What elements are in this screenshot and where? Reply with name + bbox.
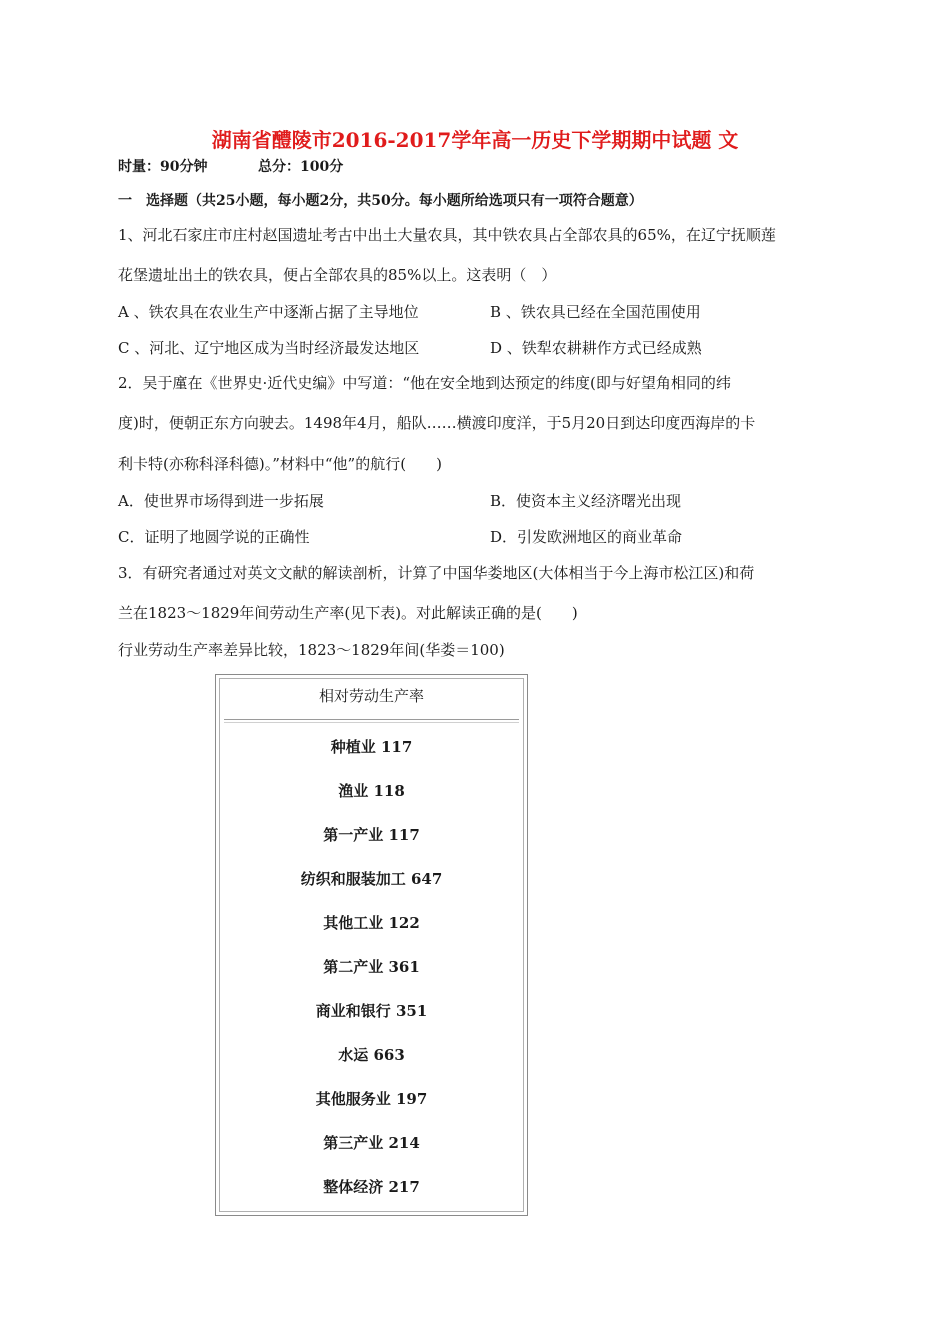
section-heading: 一 选择题（共25小题，每小题2分，共50分。每小题所给选项只有一项符合题意） (118, 193, 643, 209)
table-row: 种植业 117 (330, 738, 413, 756)
question-2-line-2: 度)时，便朝正东方向驶去。1498年4月，船队……横渡印度洋，于5月20日到达印度西海岸的卡 (118, 414, 756, 432)
table-row: 水运 663 (338, 1046, 405, 1064)
question-2-line-3: 利卡特(亦称科泽科德)。”材料中“他”的航行( ) (118, 455, 442, 473)
question-2-line-1: 2．吴于廑在《世界史·近代史编》中写道：“他在安全地到达预定的纬度(即与好望角相同的纬 (118, 374, 731, 392)
question-1-line-2: 花堡遗址出土的铁农具，便占全部农具的85%以上。这表明（ ） (118, 266, 557, 284)
productivity-table-inner (219, 678, 524, 1212)
question-2-option-a: A．使世界市场得到进一步拓展 (118, 492, 324, 510)
header-divider (224, 719, 519, 723)
question-2-option-c: C．证明了地圆学说的正确性 (118, 528, 310, 546)
productivity-table (215, 674, 528, 1216)
question-2-option-b: B．使资本主义经济曙光出现 (490, 492, 682, 510)
table-caption: 行业劳动生产率差异比较，1823～1829年间(华娄＝100) (118, 641, 505, 659)
table-row: 其他服务业 197 (315, 1090, 428, 1108)
question-1-option-d: D 、铁犁农耕耕作方式已经成熟 (490, 339, 702, 357)
table-row: 商业和银行 351 (315, 1002, 428, 1020)
question-3-line-2: 兰在1823～1829年间劳动生产率(见下表)。对此解读正确的是( ) (118, 604, 578, 622)
table-row: 第三产业 214 (323, 1134, 420, 1152)
table-row: 纺织和服装加工 647 (300, 870, 443, 888)
question-1-option-c: C 、河北、辽宁地区成为当时经济最发达地区 (118, 339, 420, 357)
question-1-option-b: B 、铁农具已经在全国范围使用 (490, 303, 701, 321)
table-row: 渔业 118 (338, 782, 405, 800)
exam-time: 时量：90分钟 (118, 159, 208, 175)
question-1-option-a: A 、铁农具在农业生产中逐渐占据了主导地位 (118, 303, 419, 321)
document-title: 湖南省醴陵市2016-2017学年高一历史下学期期中试题 文 (211, 128, 739, 152)
table-row: 第二产业 361 (323, 958, 420, 976)
table-row: 其他工业 122 (323, 914, 420, 932)
table-row: 整体经济 217 (323, 1178, 420, 1196)
table-header: 相对劳动生产率 (318, 687, 424, 705)
question-1-line-1: 1、河北石家庄市庄村赵国遗址考古中出土大量农具，其中铁农具占全部农具的65%，在辽宁抚顺莲 (118, 226, 776, 244)
exam-total-score: 总分：100分 (258, 159, 344, 175)
question-3-line-1: 3．有研究者通过对英文文献的解读剖析，计算了中国华娄地区(大体相当于今上海市松江区)和荷 (118, 564, 755, 582)
question-2-option-d: D．引发欧洲地区的商业革命 (490, 528, 683, 546)
table-row: 第一产业 117 (323, 826, 420, 844)
